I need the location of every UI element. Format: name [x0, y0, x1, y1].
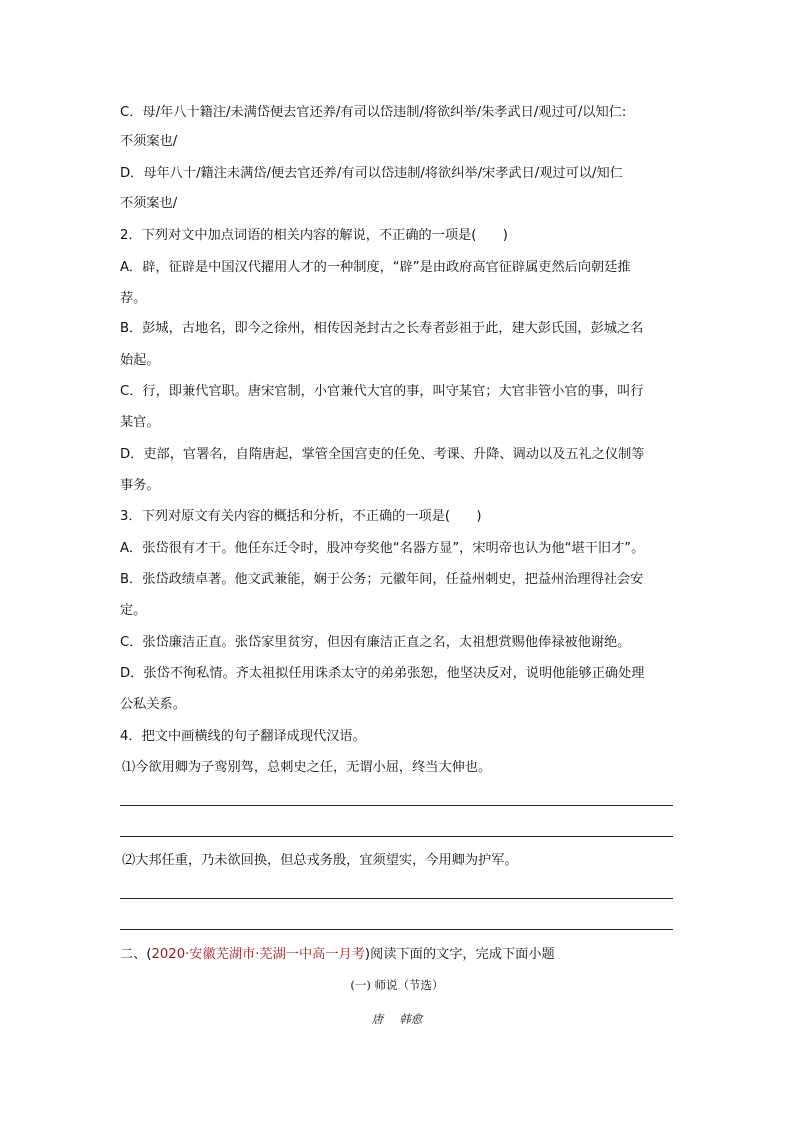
q2-option-a-line1: A．辟，征辟是中国汉代擢用人才的一种制度，“辟”是由政府高官征辟属吏然后向朝廷推: [120, 260, 631, 275]
q3-option-c-line1: C．张岱廉洁正直。张岱家里贫穷，但因有廉洁正直之名，太祖想赏赐他俸禄被他谢绝。: [120, 635, 631, 650]
section2-source-link[interactable]: 2020·安徽芜湖市·芜湖一中高一月考: [151, 947, 365, 962]
q3-option-b-line1: B．张岱政绩卓著。他文武兼能，娴于公务；元徽年间，任益州刺史，把益州治理得社会安: [120, 572, 644, 587]
q3-option-d-line2: 公私关系。: [120, 697, 186, 712]
q2-option-b-line2: 始起。: [120, 353, 160, 368]
answer-line-4: [120, 929, 673, 930]
answer-line-3: [120, 898, 673, 899]
q4-stem: 4．把文中画横线的句子翻译成现代汉语。: [120, 729, 366, 744]
author-dynasty: 唐: [371, 1012, 384, 1026]
passage-author: [0, 1011, 794, 1027]
q2-option-c-line1: C．行，即兼代官职。唐宋官制，小官兼代大官的事，叫守某官；大官非管小官的事，叫行: [120, 384, 644, 399]
q2-option-d-line1: D．吏部，官署名，自隋唐起，掌管全国宫吏的任免、考课、升降、调动以及五礼之仪制等: [120, 447, 645, 462]
q3-option-b-line2: 定。: [120, 603, 147, 618]
q2-option-c-line2: 某官。: [120, 415, 160, 430]
section2-heading: [120, 946, 555, 964]
q3-option-a-line1: A．张岱很有才干。他任东迁令时，股冲夸奖他“名器方显”，宋明帝也认为他“堪干旧才”。: [120, 541, 645, 556]
q2-option-a-line2: 荐。: [120, 291, 147, 306]
section2-suffix: )阅读下面的文字，完成下面小题: [364, 947, 555, 962]
section2-prefix: 二、(: [120, 947, 152, 962]
q1-option-d-line2: 不须案也/: [120, 196, 178, 211]
q2-stem: 2．下列对文中加点词语的相关内容的解说，不正确的一项是( ): [120, 228, 508, 243]
q2-option-b-line1: B．彭城，古地名，即今之徐州，相传因尧封古之长寿者彭祖于此，建大彭氏国，彭城之名: [120, 321, 644, 336]
answer-line-1: [120, 805, 673, 806]
passage-title: (一) 师说（节选）: [350, 978, 444, 992]
q3-stem: 3．下列对原文有关内容的概括和分析，不正确的一项是( ): [120, 509, 482, 524]
q1-option-d-line1: D．母年八十/籍注未满岱/便去官还养/有司以岱违制/将欲纠举/宋孝武日/观过可以/知仁: [120, 166, 623, 181]
author-name: 韩愈: [399, 1012, 423, 1026]
q3-option-d-line1: D．张岱不徇私情。齐太祖拟任用诛杀太守的弟弟张恕，他坚决反对，说明他能够正确处理: [120, 666, 645, 681]
q1-option-c-line2: 不须案也/: [120, 134, 178, 149]
q1-option-c-line1: C．母/年八十籍注/未满岱便去官还养/有司以岱违制/将欲纠举/朱孝武日/观过可/以知仁:: [120, 105, 627, 120]
answer-line-2: [120, 836, 673, 837]
q4-sub2: ⑵大邦任重，乃未欲回换，但总戎务殷，宜须望实，今用卿为护军。: [122, 853, 518, 868]
q2-option-d-line2: 事务。: [120, 478, 160, 493]
q4-sub1: ⑴今欲用卿为子鸾别驾，总刺史之任，无谓小屈，终当大伸也。: [122, 760, 492, 775]
